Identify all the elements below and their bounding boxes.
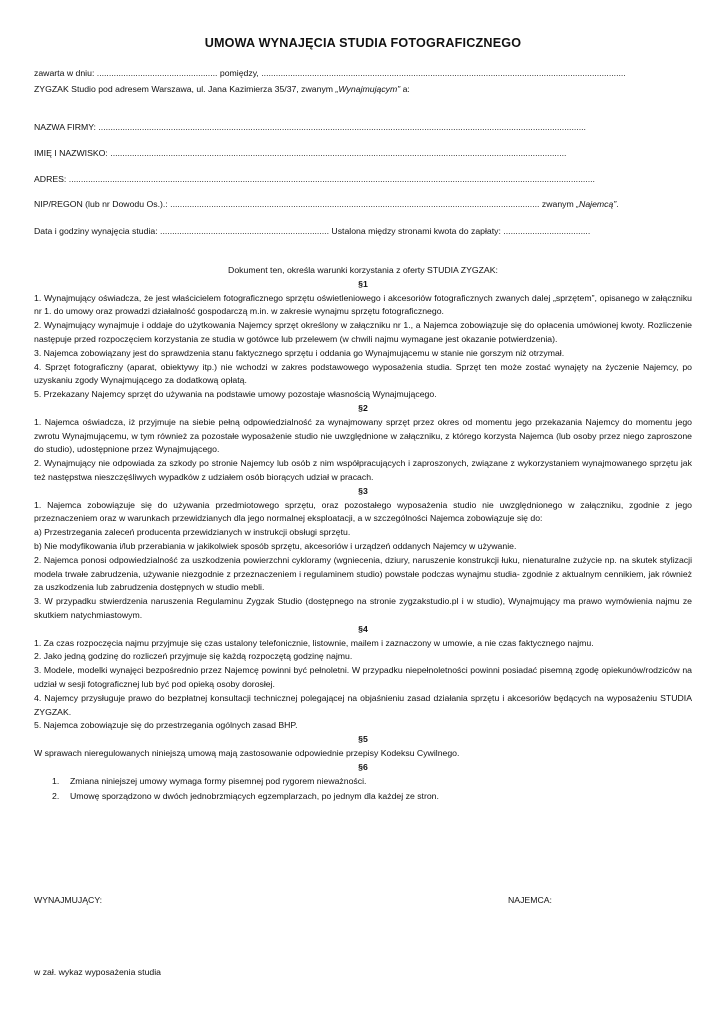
- date-blank[interactable]: ..................................................: [96, 68, 220, 78]
- clause-paragraph: b) Nie modyfikowania i/lub przerabiania w jakikolwiek sposób sprzętu, akcesoriów i urządzeń oddanych Najemcy w używanie.: [34, 540, 517, 551]
- section-heading: §1: [358, 278, 368, 289]
- clause-paragraph: 1. Za czas rozpoczęcia najmu przyjmuje się czas ustalony telefonicznie, listownie, mailem i zaznaczony w umowie, a nie czas faktycznego najmu.: [34, 637, 594, 648]
- between-label: pomiędzy,: [219, 68, 259, 78]
- clause-paragraph: 2. Wynajmujący nie odpowiada za szkody po stronie Najemcy lub osób z nim współpracujących i zaproszonych, związane z wykorzystaniem wynajmowanego sprzętu jak też następstwa nieszczęśliwych wypadków z udziałem osób biorących udział w pracach.: [34, 458, 692, 482]
- clause-paragraph: 2. Najemca ponosi odpowiedzialność za uszkodzenia powierzchni cykloramy (wgniecenia, dziury, naruszenie konstrukcji łuku, nienaturalne zużycie np. na skutek stylizacji modela trwałe zabrudzenia, używanie niezgodnie z przeznaczeniem i regulaminem studio) powstałe podczas wynajmu studia- zgodnie z aktualnym cennikiem, jak również za uszkodzenia lub zabrudzenia dostępnych w studio mebli.: [34, 554, 692, 593]
- contract-body: [34, 264, 692, 804]
- clause-paragraph: 2. Wynajmujący wynajmuje i oddaje do użytkowania Najemcy sprzęt określony w załączniku nr 1., a Najemca zobowiązuje się do opłacenia umówionej kwoty. Rozliczenie następuje przed rozpoczęciem korzystania ze studia w gotówce lub przelewem (w chwili najmu wymagane jest okazanie potwierdzenia).: [34, 320, 692, 344]
- clause-paragraph: 5. Przekazany Najemcy sprzęt do używania na podstawie umowy pozostaje własnością Wynajmującego.: [34, 389, 437, 400]
- tenant-signature-label: NAJEMCA:: [508, 895, 552, 905]
- section-heading: §5: [358, 734, 368, 745]
- clause-paragraph: 1. Najemca oświadcza, iż przyjmuje na siebie pełną odpowiedzialność za wynajmowany sprzęt przez okres od momentu jego przekazania Najemcy do momentu jego zwrotu Wynajmującemu, w tym również za pozostałe wyposażenie studio nie uwzględnione w załączniku, z którego korzysta Najemca (lub osoby przez niego zaproszone do studio), udostępnione przez Wynajmującego.: [34, 416, 692, 455]
- clause-paragraph: 3. W przypadku stwierdzenia naruszenia Regulaminu Zygzak Studio (dostępnego na stronie zygzakstudio.pl i w studio), Wynajmujący ma prawo wymówienia najmu ze skutkiem natychmiastowym.: [34, 596, 692, 620]
- clause-paragraph: a) Przestrzegania zaleceń producenta przewidzianych w instrukcji obsługi sprzętu.: [34, 527, 351, 538]
- sections-container: [34, 278, 692, 761]
- section-heading: §2: [358, 402, 368, 413]
- address-label: ADRES:: [34, 174, 67, 184]
- name-label: IMIĘ I NAZWISKO:: [34, 148, 108, 158]
- dates-label: Data i godziny wynajęcia studia:: [34, 226, 158, 236]
- clause-paragraph: 5. Najemca zobowiązuje się do przestrzegania ogólnych zasad BHP.: [34, 720, 298, 731]
- price-label: Ustalona między stronami kwota do zapłaty:: [329, 226, 501, 236]
- list-item: 2. Umowę sporządzono w dwóch jednobrzmiących egzemplarzach, po jednym dla każdej ze stron.: [52, 791, 439, 802]
- clause-paragraph: 1. Najemca zobowiązuje się do używania przedmiotowego sprzętu, oraz pozostałego wyposażenia studio nie uwzględnionego w załączniku, zgodnie z jego przeznaczeniem oraz w warunkach przewidzianych dla jego normalnej eksploatacji, a w szczególności Najemca zobowiązuje się do:: [34, 499, 692, 524]
- clause-paragraph: 4. Najemcy przysługuje prawo do bezpłatnej konsultacji technicznej polegającej na objaśnieniu zasad działania sprzętu i akcesoriów będących na wyposażeniu STUDIA ZYGZAK.: [34, 692, 692, 717]
- section-heading: §3: [358, 485, 368, 496]
- attachment-note: w zał. wykaz wyposażenia studia: [34, 967, 161, 977]
- landlord-signature-label: WYNAJMUJĄCY:: [34, 895, 103, 905]
- section-heading: §4: [358, 623, 368, 634]
- landlord-line: ZYGZAK Studio pod adresem Warszawa, ul. Jana Kazimierza 35/37, zwanym „Wynajmującym” a:: [34, 84, 410, 94]
- clause-paragraph: 2. Jako jedną godzinę do rozliczeń przyjmuje się każdą rozpoczętą godzinę najmu.: [34, 651, 353, 662]
- list-item: 1. Zmiana niniejszej umowy wymaga formy pisemnej pod rygorem nieważności.: [52, 776, 367, 787]
- clause-paragraph: 4. Sprzęt fotograficzny (aparat, obiektywy itp.) nie wchodzi w zakres podstawowego wyposażenia studia. Sprzęt ten może zostać wynajęty na życzenie Najemcy, po uzyskaniu zgody Wynajmującego za dodatkową opłatą.: [34, 361, 692, 386]
- intro-text: Dokument ten, określa warunki korzystania z oferty STUDIA ZYGZAK:: [228, 265, 498, 275]
- name-field[interactable]: IMIĘ I NAZWISKO: .............................................................................................................................................................................................: [34, 148, 567, 158]
- document-title: UMOWA WYNAJĘCIA STUDIA FOTOGRAFICZNEGO: [204, 36, 522, 50]
- landlord-alias: „Wynajmującym”: [335, 84, 401, 94]
- party-blank[interactable]: .......................................................................................................................................................: [261, 68, 626, 78]
- section-6-heading: §6: [358, 761, 368, 772]
- company-label: NAZWA FIRMY:: [34, 122, 96, 132]
- clause-paragraph: 1. Wynajmujący oświadcza, że jest właścicielem fotograficznego sprzętu oświetleniowego i akcesoriów fotograficznych zwanych dalej „sprzętem”, opisanego w załączniku nr 1. do umowy oraz prowadzi działalność gospodarczą m.in. w zakresie wynajmu sprzętu fotograficznego.: [34, 292, 692, 317]
- tenant-alias: „Najemcą”: [576, 199, 617, 209]
- address-field[interactable]: ADRES: ..........................................................................................................................................................................................................................: [34, 174, 595, 184]
- date-label: zawarta w dniu:: [34, 68, 95, 78]
- dates-price-field[interactable]: Data i godziny wynajęcia studia: ...................................................................... Ustalona między stronami kwota do zapłaty: ....................................: [34, 226, 591, 236]
- company-field[interactable]: NAZWA FIRMY: ..........................................................................................................................................................................................................: [34, 122, 586, 132]
- contract-date-line: [34, 67, 692, 79]
- nip-label: NIP/REGON (lub nr Dowodu Os.).:: [34, 199, 168, 209]
- section-6-list: [34, 774, 692, 803]
- clause-paragraph: W sprawach nieregulowanych niniejszą umową mają zastosowanie odpowiednie przepisy Kodeksu Cywilnego.: [34, 747, 460, 758]
- clause-paragraph: 3. Najemca zobowiązany jest do sprawdzenia stanu faktycznego sprzętu i oddania go Wynajmującemu w stanie nie gorszym niż otrzymał.: [34, 347, 565, 358]
- clause-paragraph: 3. Modele, modelki wynajęci bezpośrednio przez Najemcę powinni być pełnoletni. W przypadku niepełnoletności powinni posiadać pisemną zgodę opiekunów/rodziców na udział w sesji fotograficznej lub być pod opieką osoby dorosłej.: [34, 665, 692, 689]
- nip-field[interactable]: NIP/REGON (lub nr Dowodu Os.).: ......................................................................................................................................................... zwanym „Najemcą”.: [34, 199, 619, 209]
